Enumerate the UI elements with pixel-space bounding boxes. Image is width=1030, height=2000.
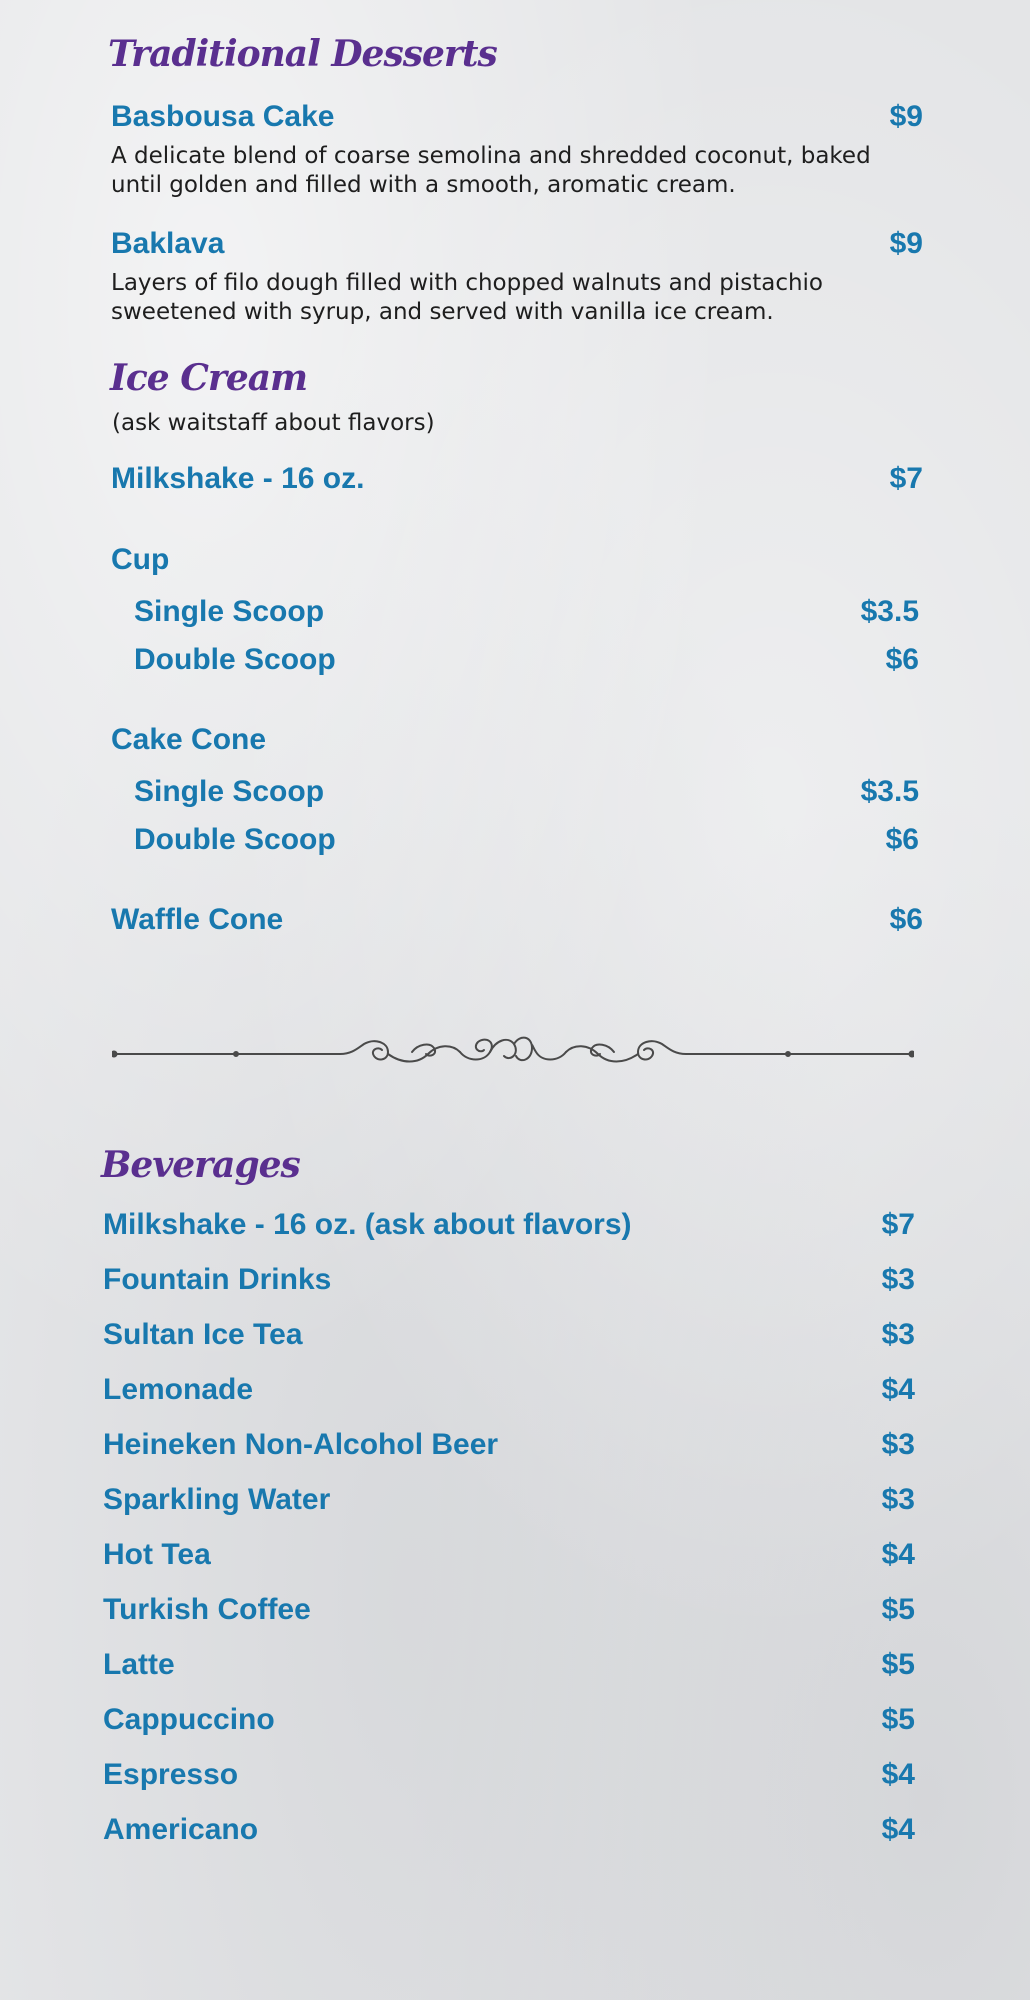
item-price: $4 bbox=[881, 1813, 915, 1846]
beverage-item bbox=[103, 1595, 915, 1625]
item-price: $3.5 bbox=[860, 775, 919, 808]
item-price: $5 bbox=[881, 1593, 915, 1626]
ornamental-divider-icon bbox=[112, 1028, 914, 1080]
item-description: A delicate blend of coarse semolina and shredded coconut, baked until golden and filled with a smooth, aromatic cream. bbox=[111, 143, 871, 198]
beverage-item bbox=[103, 1485, 915, 1515]
item-name: Sultan Ice Tea bbox=[103, 1318, 303, 1351]
item-description: Layers of filo dough filled with chopped walnuts and pistachio sweetened with syrup, and served with vanilla ice cream. bbox=[111, 270, 824, 325]
item-name: Sparkling Water bbox=[103, 1483, 331, 1516]
item-price: $6 bbox=[889, 903, 923, 936]
item-price: $5 bbox=[881, 1648, 915, 1681]
cake-cone-heading: Cake Cone bbox=[111, 723, 267, 756]
waffle-cone bbox=[111, 905, 923, 935]
item-name: Fountain Drinks bbox=[103, 1263, 332, 1296]
item-price: $9 bbox=[889, 227, 923, 260]
item-name: Heineken Non-Alcohol Beer bbox=[103, 1428, 499, 1461]
item-name: Espresso bbox=[103, 1758, 239, 1791]
beverage-item bbox=[103, 1375, 915, 1405]
item-price: $3 bbox=[881, 1483, 915, 1516]
item-price: $9 bbox=[889, 100, 923, 133]
item-price: $6 bbox=[885, 643, 919, 676]
cup-double-scoop bbox=[134, 645, 919, 675]
item-name: Single Scoop bbox=[134, 775, 325, 808]
beverage-item bbox=[103, 1705, 915, 1735]
item-name: Lemonade bbox=[103, 1373, 254, 1406]
item-name: Waffle Cone bbox=[111, 903, 284, 936]
beverages-title: Beverages bbox=[101, 1144, 300, 1186]
item-name: Latte bbox=[103, 1648, 175, 1681]
item-price: $7 bbox=[889, 462, 923, 495]
cake-cone-single-scoop bbox=[134, 777, 919, 807]
ice-cream-note: (ask waitstaff about flavors) bbox=[112, 410, 435, 436]
dessert-item-basbousa bbox=[111, 102, 923, 132]
item-name: Basbousa Cake bbox=[111, 100, 335, 133]
beverage-item bbox=[103, 1210, 915, 1240]
beverage-item bbox=[103, 1320, 915, 1350]
item-name: Baklava bbox=[111, 227, 225, 260]
item-name: Milkshake - 16 oz. (ask about flavors) bbox=[103, 1208, 632, 1241]
item-price: $6 bbox=[885, 823, 919, 856]
dessert-item-baklava bbox=[111, 229, 923, 259]
beverage-item bbox=[103, 1650, 915, 1680]
cup-single-scoop bbox=[134, 597, 919, 627]
beverage-item bbox=[103, 1540, 915, 1570]
beverage-item bbox=[103, 1430, 915, 1460]
item-price: $5 bbox=[881, 1703, 915, 1736]
ice-cream-title: Ice Cream bbox=[110, 357, 308, 399]
item-name: Turkish Coffee bbox=[103, 1593, 311, 1626]
beverage-item bbox=[103, 1760, 915, 1790]
item-name: Single Scoop bbox=[134, 595, 325, 628]
item-price: $4 bbox=[881, 1538, 915, 1571]
item-price: $4 bbox=[881, 1758, 915, 1791]
item-name: Cappuccino bbox=[103, 1703, 275, 1736]
item-name: Double Scoop bbox=[134, 643, 336, 676]
item-price: $7 bbox=[881, 1208, 915, 1241]
cake-cone-double-scoop bbox=[134, 825, 919, 855]
beverage-item bbox=[103, 1815, 915, 1845]
item-name: Americano bbox=[103, 1813, 259, 1846]
item-name: Double Scoop bbox=[134, 823, 336, 856]
cup-heading: Cup bbox=[111, 543, 170, 576]
item-name: Milkshake - 16 oz. bbox=[111, 462, 365, 495]
item-price: $4 bbox=[881, 1373, 915, 1406]
traditional-desserts-title: Traditional Desserts bbox=[108, 33, 497, 75]
beverage-item bbox=[103, 1265, 915, 1295]
item-price: $3 bbox=[881, 1318, 915, 1351]
ice-cream-milkshake bbox=[111, 464, 923, 494]
item-price: $3 bbox=[881, 1428, 915, 1461]
item-name: Hot Tea bbox=[103, 1538, 211, 1571]
item-price: $3.5 bbox=[860, 595, 919, 628]
item-price: $3 bbox=[881, 1263, 915, 1296]
